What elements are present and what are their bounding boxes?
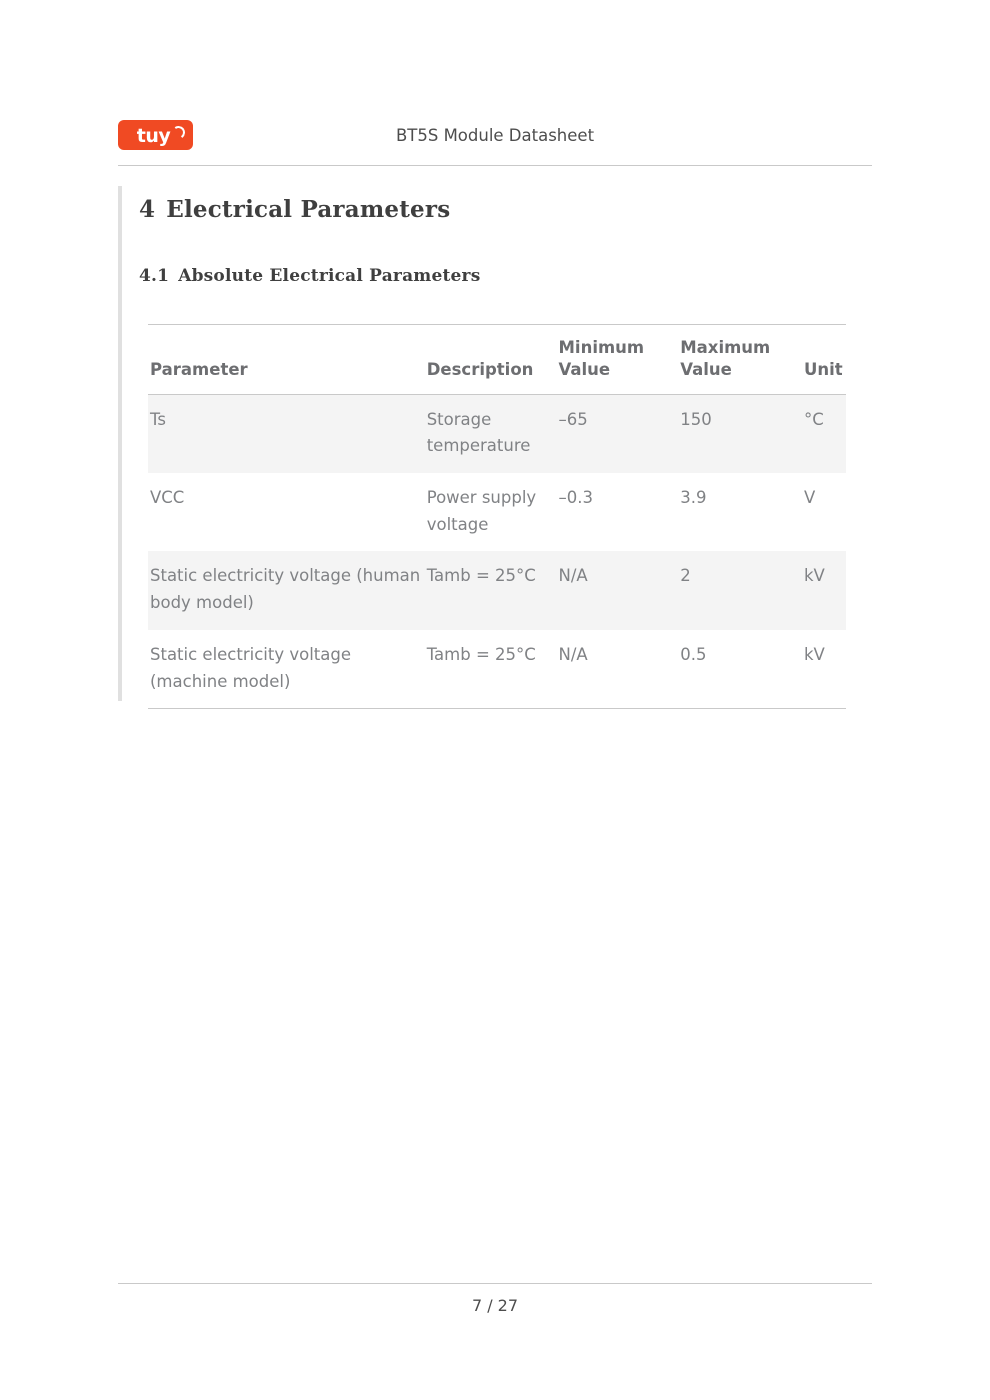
cell-minimum: N/A [559, 630, 681, 709]
table-header-row [148, 325, 846, 395]
column-header-maximum-line1: Maximum [680, 338, 771, 357]
subsection-title: Absolute Electrical Parameters [178, 266, 481, 286]
cell-parameter: Static electricity voltage (human body model) [148, 551, 427, 629]
section-title: Electrical Parameters [166, 196, 451, 223]
column-header-unit-line1: Unit [804, 359, 843, 379]
cell-maximum: 3.9 [680, 487, 707, 507]
cell-description: Storage temperature [427, 394, 559, 473]
section-heading [139, 196, 450, 223]
cell-unit: V [804, 487, 816, 507]
column-header-minimum-line2: Value [558, 359, 611, 379]
cell-minimum: N/A [559, 551, 681, 629]
cell-parameter: Static electricity voltage (machine model) [148, 630, 427, 709]
column-header-description-line1: Description [426, 359, 534, 379]
absolute-electrical-parameters-table [148, 324, 846, 709]
cell-unit: kV [804, 630, 846, 709]
cell-unit: kV [804, 551, 846, 629]
cell-parameter: VCC [150, 487, 185, 507]
header-title: BT5S Module Datasheet [395, 126, 595, 145]
page-number: 7 / 27 [471, 1296, 519, 1315]
column-header-parameter-line1: Parameter [150, 359, 248, 379]
column-header-parameter [148, 325, 427, 395]
cell-minimum: –0.3 [558, 487, 594, 507]
table-row [148, 630, 846, 709]
column-header-unit [804, 325, 846, 395]
cell-parameter: Ts [148, 394, 427, 473]
table-row [148, 551, 846, 629]
section-number: 4 [139, 196, 156, 223]
table-row [148, 473, 846, 551]
cell-description: Tamb = 25°C [427, 630, 559, 709]
page-footer [118, 1283, 872, 1315]
subsection-heading [139, 266, 480, 286]
cell-maximum: 150 [680, 394, 804, 473]
cell-description: Tamb = 25°C [427, 551, 559, 629]
column-header-minimum-line1: Minimum [558, 338, 645, 357]
table-row [148, 394, 846, 473]
column-header-minimum-value [559, 325, 681, 395]
tuya-logo-text: tuy [136, 124, 171, 147]
cell-maximum: 2 [680, 551, 804, 629]
cell-maximum: 0.5 [680, 630, 804, 709]
column-header-maximum-line2: Value [680, 359, 732, 379]
column-header-description [427, 325, 559, 395]
column-header-maximum-value [680, 325, 804, 395]
left-accent-bar [118, 186, 122, 701]
subsection-number: 4.1 [139, 266, 170, 286]
cell-minimum: –65 [559, 394, 681, 473]
page-header [118, 118, 872, 166]
cell-unit: °C [804, 394, 846, 473]
cell-description: Power supply voltage [426, 487, 537, 534]
